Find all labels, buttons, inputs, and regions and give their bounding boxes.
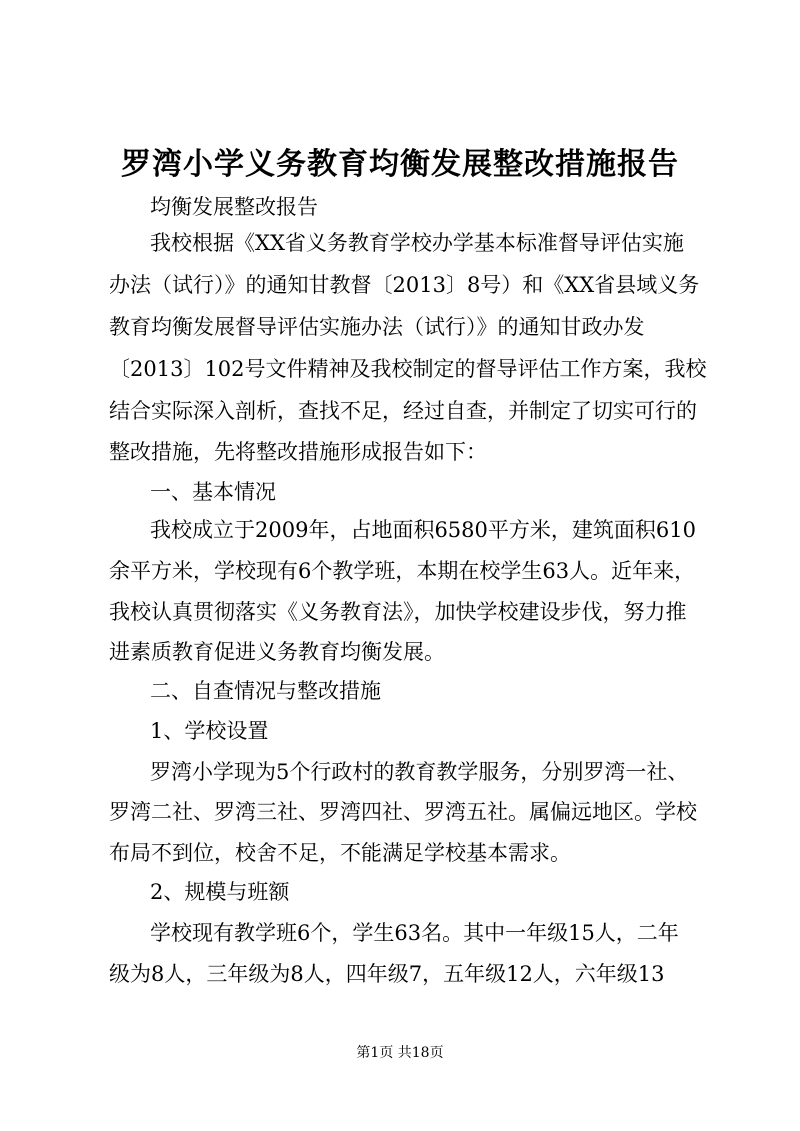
paragraph-line: 〔2013〕102号文件精神及我校制定的督导评估工作方案，我校 xyxy=(109,357,707,381)
paragraph-line: 整改措施，先将整改措施形成报告如下： xyxy=(109,440,487,464)
paragraph-line: 级为8人，三年级为8人，四年级7，五年级12人，六年级13 xyxy=(109,962,665,986)
paragraph-line: 余平方米，学校现有6个教学班，本期在校学生63人。近年来， xyxy=(109,559,696,583)
subsection-heading: 1、学校设置 xyxy=(150,719,269,743)
section-heading: 二、自查情况与整改措施 xyxy=(150,679,381,703)
paragraph-line: 均衡发展整改报告 xyxy=(150,195,318,219)
paragraph-line: 进素质教育促进义务教育均衡发展。 xyxy=(109,640,445,664)
paragraph-line: 罗湾二社、罗湾三社、罗湾四社、罗湾五社。属偏远地区。学校 xyxy=(109,800,697,824)
document-title: 罗湾小学义务教育均衡发展整改措施报告 xyxy=(121,147,679,182)
paragraph-line: 布局不到位，校舍不足，不能满足学校基本需求。 xyxy=(109,841,571,865)
paragraph-line: 教育均衡发展督导评估实施办法（试行）》的通知甘政办发 xyxy=(109,315,645,339)
section-heading: 一、基本情况 xyxy=(150,480,276,504)
paragraph-line: 我校根据《XX省义务教育学校办学基本标准督导评估实施 xyxy=(150,231,684,255)
paragraph-line: 罗湾小学现为5个行政村的教育教学服务，分别罗湾一社、 xyxy=(150,760,689,784)
paragraph-line: 我校认真贯彻落实《义务教育法》，加快学校建设步伐，努力推 xyxy=(109,600,687,624)
paragraph-line: 结合实际深入剖析，查找不足，经过自查，并制定了切实可行的 xyxy=(109,399,697,423)
paragraph-line: 办法（试行）》的通知甘教督〔2013〕8号）和《XX省县域义务 xyxy=(109,273,700,297)
page-number-footer: 第1页 共18页 xyxy=(356,1045,444,1061)
subsection-heading: 2、规模与班额 xyxy=(150,880,290,904)
paragraph-line: 我校成立于2009年，占地面积6580平方米，建筑面积610 xyxy=(150,518,696,542)
paragraph-line: 学校现有教学班6个，学生63名。其中一年级15人，二年 xyxy=(150,921,679,945)
